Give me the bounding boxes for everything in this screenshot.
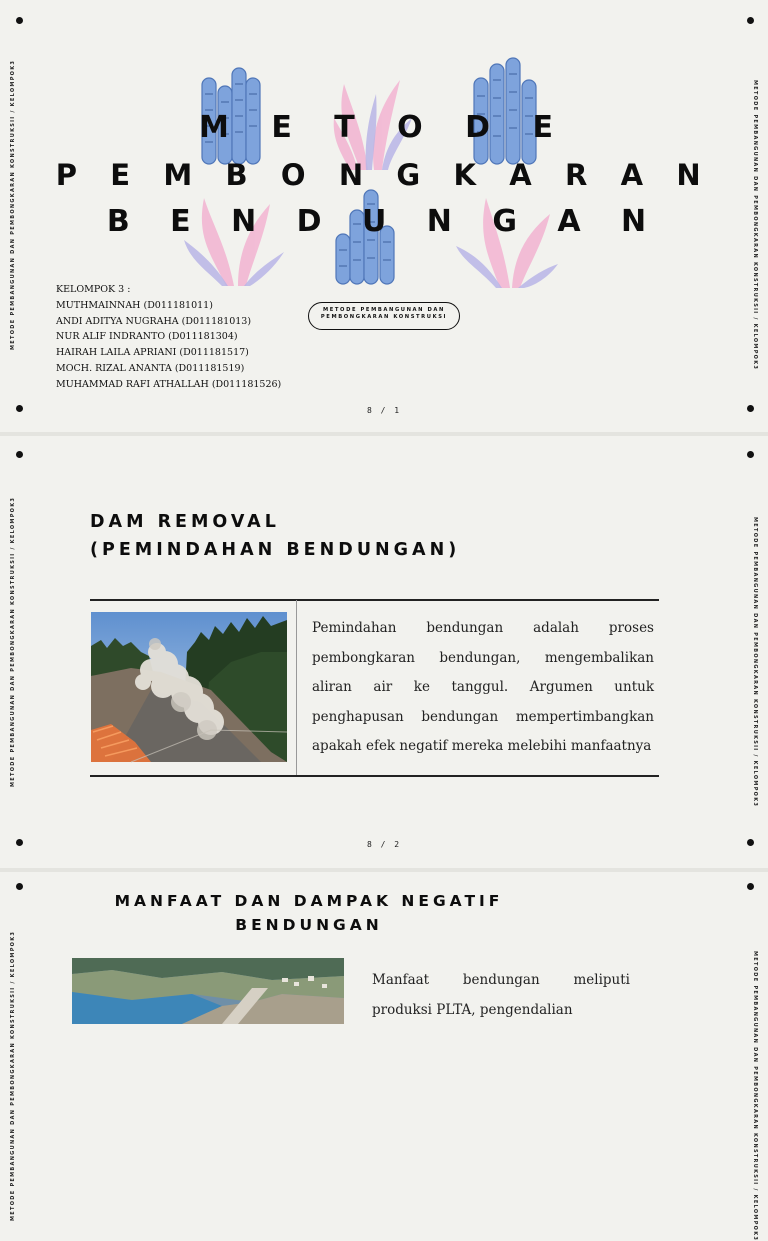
corner-dot <box>747 17 754 24</box>
side-caption-left: METODE PEMBANGUNAN DAN PEMBONGKARAN KONSTRUKSII / KELOMPOK3 <box>10 930 16 1221</box>
corner-dot <box>16 17 23 24</box>
page-number: 8 / 1 <box>366 406 402 415</box>
title-line-3: B E N D U N G A N <box>106 204 662 239</box>
page-number: 8 / 2 <box>366 840 402 849</box>
side-caption-left: METODE PEMBANGUNAN DAN PEMBONGKARAN KONSTRUKSII / KELOMPOK3 <box>10 59 16 350</box>
course-tag-badge: METODE PEMBANGUNAN DAN PEMBONGKARAN KONSTRUKSI <box>308 302 460 330</box>
member-item: NUR ALIF INDRANTO (D011181304) <box>56 331 238 343</box>
member-item: MUTHMAINNAH (D011181011) <box>56 299 213 311</box>
section-heading: MANFAAT DAN DAMPAK NEGATIF <box>114 892 504 910</box>
member-item: ANDI ADITYA NUGRAHA (D011181013) <box>56 315 252 327</box>
section-heading-sub: (PEMINDAHAN BENDUNGAN) <box>90 540 461 560</box>
corner-dot <box>747 883 754 890</box>
corner-dot <box>16 883 23 890</box>
column-divider <box>296 600 297 775</box>
member-item: HAIRAH LAILA APRIANI (D011181517) <box>56 347 249 359</box>
section-heading-sub: BENDUNGAN <box>235 916 383 934</box>
title-line-2: P E M B O N G K A R A N <box>55 158 713 192</box>
group-label: KELOMPOK 3 : <box>56 284 131 295</box>
group-members <box>56 282 281 393</box>
slide-benefits <box>0 872 768 1241</box>
divider-bottom <box>90 775 659 777</box>
corner-dot <box>747 451 754 458</box>
divider-top <box>90 599 659 601</box>
member-item: MOCH. RIZAL ANANTA (D011181519) <box>56 362 245 374</box>
reservoir-aerial-photo <box>72 958 344 1024</box>
paragraph: Pemindahan bendungan adalah proses pembongkaran bendungan, mengembalikan aliran air ke tanggul. Argumen untuk penghapusan bendungan mempertimbangkan apakah efek negatif mereka melebihi manfaatnya <box>312 620 654 754</box>
dam-demolition-photo <box>91 612 287 762</box>
paragraph: Manfaat bendungan meliputi produksi PLTA, pengendalian <box>372 972 630 1018</box>
side-caption-left: METODE PEMBANGUNAN DAN PEMBONGKARAN KONSTRUKSII / KELOMPOK3 <box>10 496 16 787</box>
corner-dot <box>16 451 23 458</box>
title-line-1: M E T O D E <box>199 110 569 145</box>
section-heading: DAM REMOVAL <box>90 512 280 532</box>
side-caption-right: METODE PEMBANGUNAN DAN PEMBONGKARAN KONSTRUKSII / KELOMPOK3 <box>752 80 758 371</box>
side-caption-right: METODE PEMBANGUNAN DAN PEMBONGKARAN KONSTRUKSII / KELOMPOK3 <box>752 951 758 1241</box>
member-item: MUHAMMAD RAFI ATHALLAH (D011181526) <box>56 378 282 390</box>
slide-dam-removal <box>0 436 768 868</box>
slide-title <box>0 0 768 432</box>
side-caption-right: METODE PEMBANGUNAN DAN PEMBONGKARAN KONSTRUKSII / KELOMPOK3 <box>752 517 758 808</box>
